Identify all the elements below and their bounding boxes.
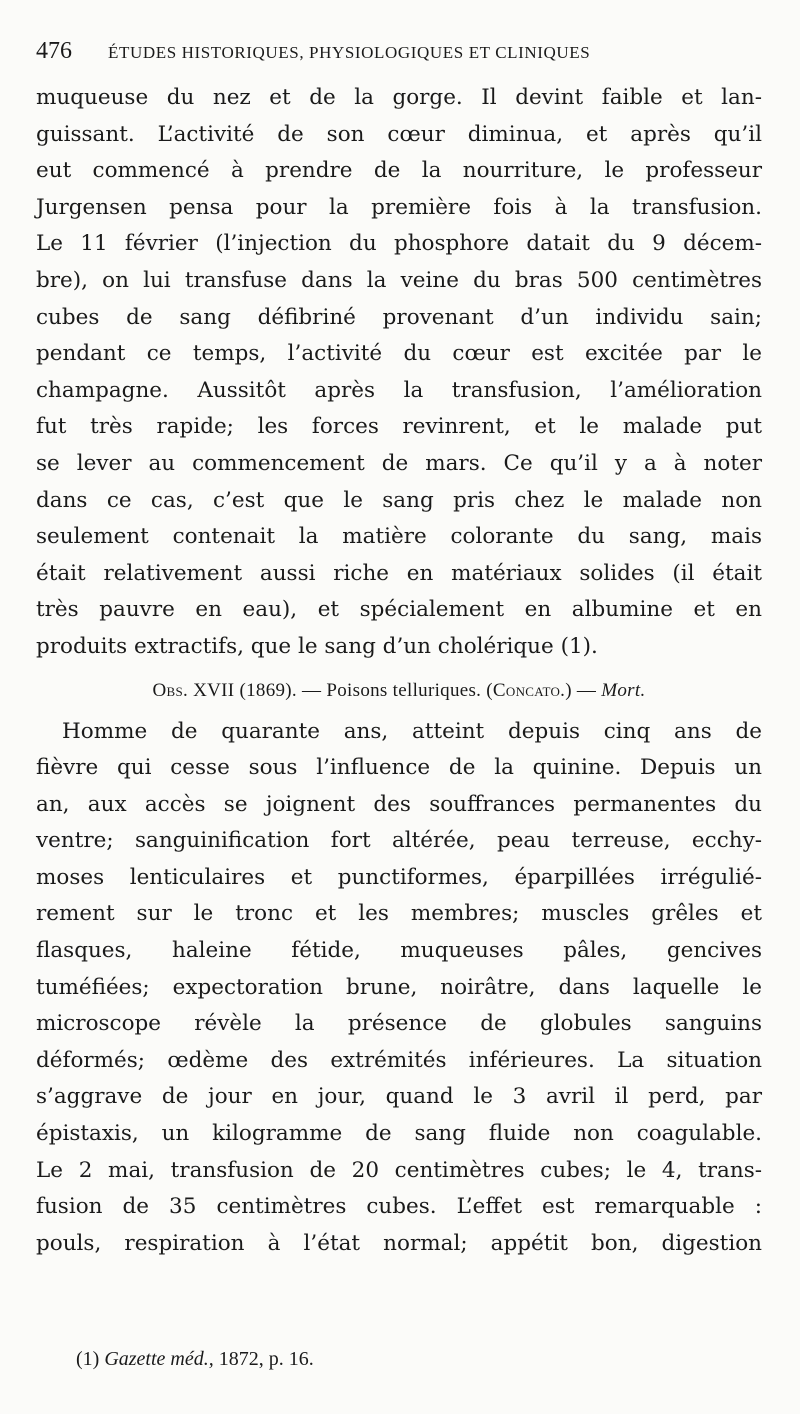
observation-author: Concato [492,679,561,701]
paragraph-transfusion-case [36,80,762,666]
running-title: ÉTUDES HISTORIQUES, PHYSIOLOGIQUES ET CLINIQUES [108,43,591,62]
text-line: bre), on lui transfuse dans la veine du bras 500 centimètres [36,267,762,293]
footnote [76,1348,314,1371]
paragraph-observation-xvii [36,714,762,1263]
footnote-source: Gazette méd., [104,1348,214,1370]
observation-outcome: Mort. [601,679,646,701]
text-line: ventre; sanguinification fort altérée, peau terreuse, ecchy- [36,828,762,854]
text-line: dans ce cas, c’est que le sang pris chez le malade non [36,487,762,513]
observation-dash: — [296,679,327,701]
text-line: Jurgensen pensa pour la première fois à la transfusion. [36,194,762,220]
text-line: flasques, haleine fétide, muqueuses pâles, gencives [36,938,762,964]
text-line: déformés; œdème des extrémités inférieures. La situation [36,1047,762,1073]
text-line: très pauvre en eau), et spécialement en albumine et en [36,597,762,623]
text-line: seulement contenait la matière colorante du sang, mais [36,524,762,550]
text-line-content: produits extractifs, que le sang d’un cholérique [36,633,554,659]
footnote-mark: (1) [76,1348,100,1370]
text-line: pouls, respiration à l’état normal; appétit bon, digestion [36,1230,762,1256]
text-line: microscope révèle la présence de globules sanguins [36,1011,762,1037]
text-line: Homme de quarante ans, atteint depuis cinq ans de [62,718,762,744]
observation-close: .) — [560,679,602,701]
text-line: épistaxis, un kilogramme de sang fluide non coagulable. [36,1121,762,1147]
text-line: pendant ce temps, l’activité du cœur est excitée par le [36,341,762,367]
text-line: an, aux accès se joignent des souffrances permanentes du [36,791,762,817]
text-line: tuméfiées; expectoration brune, noirâtre, dans laquelle le [36,974,762,1000]
text-line: muqueuse du nez et de la gorge. Il devint faible et lan- [36,85,762,110]
text-line: était relativement aussi riche en matériaux solides (il était [36,560,762,586]
text-line: cubes de sang défibriné provenant d’un individu sain; [36,304,762,330]
text-line: fièvre qui cesse sous l’influence de la quinine. Depuis un [36,755,762,781]
text-line: moses lenticulaires et punctiformes, éparpillées irrégulié- [36,864,762,890]
page-number: 476 [36,38,72,64]
text-line: se lever au commencement de mars. Ce qu’il y a à noter [36,450,762,476]
text-line: s’aggrave de jour en jour, quand le 3 avril il perd, par [36,1084,762,1110]
text-line: eut commencé à prendre de la nourriture, le professeur [36,158,762,184]
observation-heading [36,680,762,702]
text-line: Le 11 février (l’injection du phosphore datait du 9 décem- [36,231,762,257]
footnote-reference: (1). [560,633,598,659]
text-line: fut très rapide; les forces revinrent, et le malade put [36,414,762,440]
text-line: fusion de 35 centimètres cubes. L’effet est remarquable : [36,1194,762,1220]
running-head [36,38,762,78]
text-line: Le 2 mai, transfusion de 20 centimètres cubes; le 4, trans- [36,1157,762,1183]
text-line-last [36,629,762,666]
footnote-details: 1872, p. 16. [213,1348,314,1370]
observation-label: Obs. XVII (1869). [152,679,297,701]
observation-subject: Poisons telluriques. ( [326,679,493,701]
text-line: guissant. L’activité de son cœur diminua, et après qu’il [36,121,762,147]
text-line: rement sur le tronc et les membres; muscles grêles et [36,901,762,927]
text-line: champagne. Aussitôt après la transfusion, l’amélioration [36,377,762,403]
